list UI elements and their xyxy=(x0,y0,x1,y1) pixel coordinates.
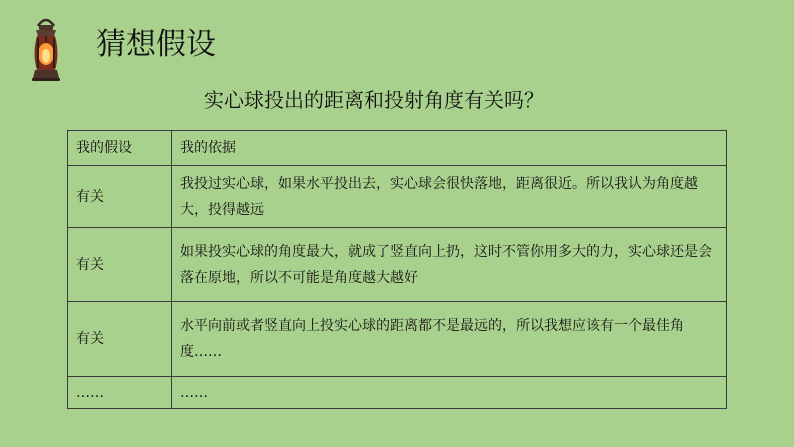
hypothesis-cell: 有关 xyxy=(68,302,172,377)
header-hypothesis: 我的假设 xyxy=(68,131,172,166)
reason-cell: 如果投实心球的角度最大，就成了竖直向上扔，这时不管你用多大的力，实心球还是会落在原地，所以不可能是角度越大越好 xyxy=(172,228,727,302)
table-row xyxy=(68,302,727,377)
hypothesis-cell: 有关 xyxy=(68,228,172,302)
hypothesis-table xyxy=(67,130,727,409)
table-row xyxy=(68,228,727,302)
slide-title: 猜想假设 xyxy=(96,27,216,62)
reason-cell: …… xyxy=(172,377,727,409)
question-heading: 实心球投出的距离和投射角度有关吗？ xyxy=(204,88,544,112)
hypothesis-cell: 有关 xyxy=(68,166,172,228)
reason-cell: 我投过实心球，如果水平投出去，实心球会很快落地，距离很近。所以我认为角度越大，投得越远 xyxy=(172,166,727,228)
reason-cell: 水平向前或者竖直向上投实心球的距离都不是最远的，所以我想应该有一个最佳角度…… xyxy=(172,302,727,377)
hypothesis-cell: …… xyxy=(68,377,172,409)
table-row xyxy=(68,166,727,228)
table-header-row xyxy=(68,131,727,166)
table-row xyxy=(68,377,727,409)
header-reason: 我的依据 xyxy=(172,131,727,166)
lantern-icon xyxy=(24,14,68,84)
